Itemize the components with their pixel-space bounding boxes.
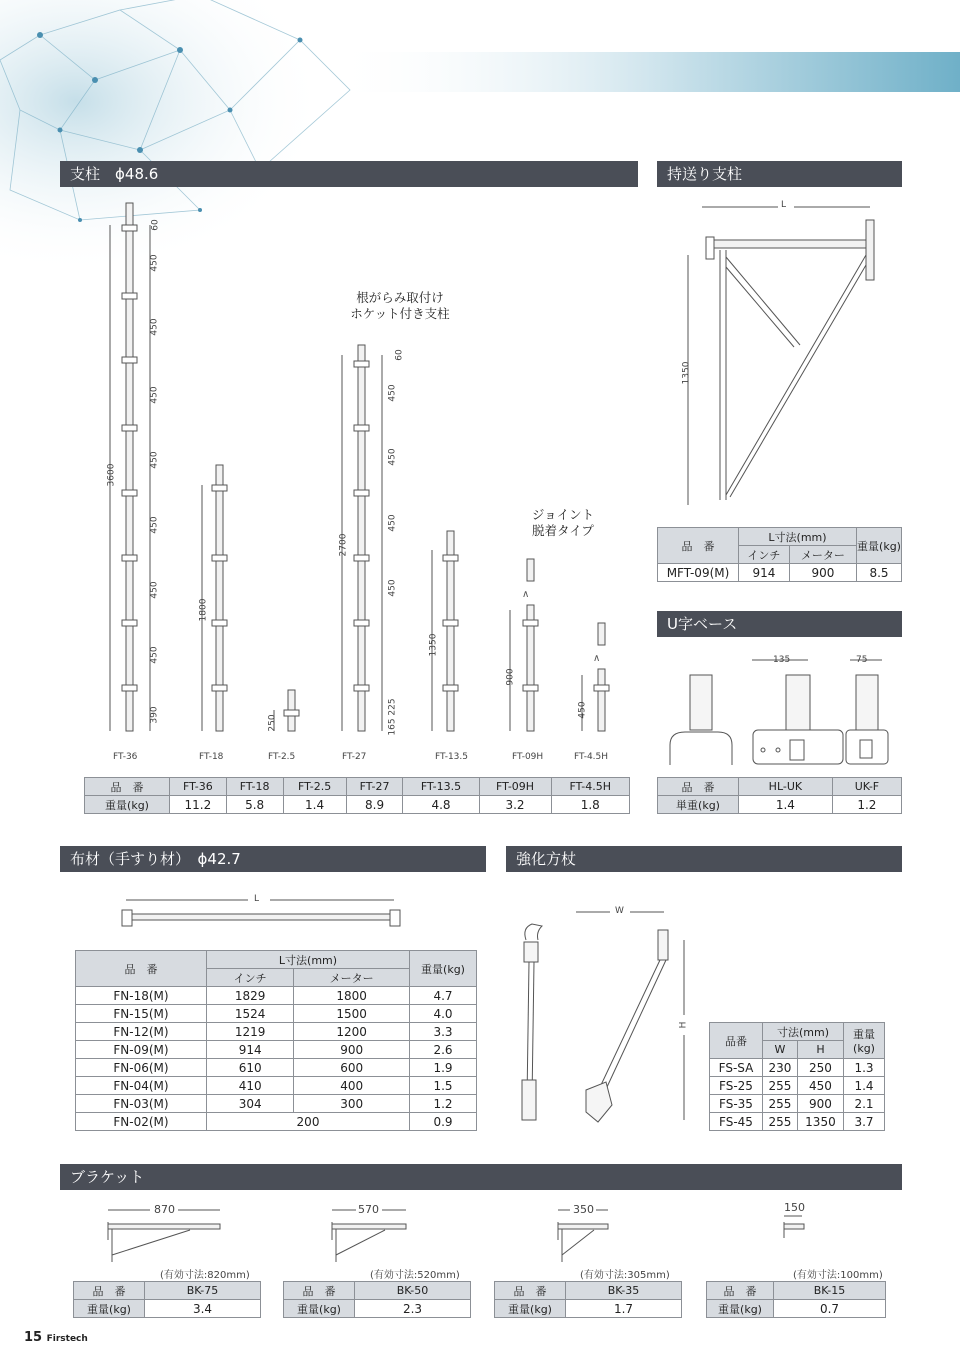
support-weight-4: 4.8 [403, 796, 479, 814]
brace-h: 900 [797, 1095, 843, 1113]
support-post-drawings [80, 195, 640, 765]
bracket-effective-1: (有効寸法:520mm) [370, 1270, 460, 1281]
carry-dim-h: 1350 [681, 361, 692, 385]
brace-weight: 1.4 [844, 1077, 885, 1095]
bracket-effective-0: (有効寸法:820mm) [160, 1270, 250, 1281]
ft36-dim-2: 450 [149, 254, 160, 272]
bracket-effective-2: (有効寸法:305mm) [580, 1270, 670, 1281]
root-socket-caption-line2: ホケット付き支柱 [350, 306, 450, 321]
brace-h: 450 [797, 1077, 843, 1095]
ubase-weight-1: 1.2 [832, 796, 901, 814]
carry-spec-table [657, 527, 902, 582]
label-ft135: FT-13.5 [435, 752, 468, 762]
ft25-total-dim: 250 [267, 714, 278, 732]
brace-weight: 1.3 [844, 1059, 885, 1077]
bracket-code: BK-35 [566, 1282, 682, 1300]
bracket-table-bk15 [706, 1281, 886, 1318]
brand-name: Firstech [46, 1334, 88, 1344]
brace-col-dim: 寸法(mm) [763, 1023, 844, 1041]
handrail-inch: 1524 [207, 1005, 294, 1023]
brace-code: FS-25 [710, 1077, 763, 1095]
ubase-code-1: UK-F [832, 778, 901, 796]
brace-code: FS-45 [710, 1113, 763, 1131]
handrail-meter: 300 [294, 1095, 410, 1113]
ft27-dim-2: 450 [387, 384, 398, 402]
label-ft45h: FT-4.5H [574, 752, 609, 762]
joint-caption-line2: 脱着タイプ [532, 523, 594, 538]
label-ft36: FT-36 [113, 752, 138, 762]
joint-caption-line1: ジョイント [531, 507, 595, 522]
support-weight-0: 11.2 [170, 796, 227, 814]
section-header-bracket: ブラケット [60, 1164, 902, 1190]
brace-dim-W: W [615, 906, 624, 916]
ubase-col-code: 品 番 [658, 778, 739, 796]
ft36-dim-1: 60 [150, 219, 161, 231]
bracket-code: BK-75 [145, 1282, 261, 1300]
root-socket-caption-line1: 根がらみ取付け [356, 290, 444, 305]
label-ft18: FT-18 [199, 752, 224, 762]
brace-code: FS-SA [710, 1059, 763, 1077]
brace-w: 255 [763, 1095, 798, 1113]
support-code-2: FT-2.5 [283, 778, 346, 796]
table-row [76, 1005, 477, 1023]
table-row [76, 987, 477, 1005]
brace-h: 250 [797, 1059, 843, 1077]
support-code-6: FT-4.5H [551, 778, 629, 796]
handrail-code: FN-15(M) [76, 1005, 207, 1023]
u-base-drawings [660, 650, 900, 770]
table-row [76, 1059, 477, 1077]
support-weight-3: 8.9 [346, 796, 403, 814]
brace-col-weight: 重量(kg) [844, 1023, 885, 1059]
support-table-header: 品 番 [85, 778, 170, 796]
handrail-code: FN-04(M) [76, 1077, 207, 1095]
ft27-dim-4: 450 [387, 514, 398, 532]
brace-code: FS-35 [710, 1095, 763, 1113]
table-row [710, 1059, 885, 1077]
handrail-weight: 4.7 [410, 987, 477, 1005]
table-row [710, 1095, 885, 1113]
brace-weight: 2.1 [844, 1095, 885, 1113]
support-weight-label: 重量(kg) [85, 796, 170, 814]
ubase-code-0: HL-UK [739, 778, 833, 796]
bracket-table-bk50 [283, 1281, 471, 1318]
section-header-carry: 持送り支柱 [657, 161, 902, 187]
brace-dim-H: H [678, 1021, 689, 1029]
handrail-inch: 914 [207, 1041, 294, 1059]
bracket-row-weight: 重量(kg) [495, 1300, 566, 1318]
ubase-spec-table [657, 777, 902, 814]
table-row [76, 1095, 477, 1113]
handrail-inch: 304 [207, 1095, 294, 1113]
support-weight-2: 1.4 [283, 796, 346, 814]
support-code-3: FT-27 [346, 778, 403, 796]
handrail-col-L: L寸法(mm) [207, 951, 410, 969]
bracket-table-bk35 [494, 1281, 682, 1318]
bracket-col-code: 品 番 [284, 1282, 355, 1300]
table-row [710, 1113, 885, 1131]
ft135-total-dim: 1350 [428, 633, 439, 657]
svg-text:∧: ∧ [522, 589, 530, 600]
label-ft25: FT-2.5 [268, 752, 296, 762]
handrail-weight: 0.9 [410, 1113, 477, 1131]
ft36-dim-4: 450 [149, 386, 160, 404]
table-row [76, 1113, 477, 1131]
ft36-total-dim: 3600 [106, 463, 117, 487]
handrail-weight: 1.5 [410, 1077, 477, 1095]
brace-col-H: H [797, 1041, 843, 1059]
bracket-weight: 3.4 [145, 1300, 261, 1318]
handrail-col-code: 品 番 [76, 951, 207, 987]
section-header-handrail: 布材（手すり材） ϕ42.7 [60, 846, 486, 872]
handrail-inch: 610 [207, 1059, 294, 1077]
brace-col-code: 品番 [710, 1023, 763, 1059]
handrail-weight: 1.9 [410, 1059, 477, 1077]
bracket-weight: 1.7 [566, 1300, 682, 1318]
handrail-meter: 1200 [294, 1023, 410, 1041]
handrail-code: FN-06(M) [76, 1059, 207, 1077]
bracket-weight: 2.3 [355, 1300, 471, 1318]
ft27-dim-7: 165 [387, 718, 398, 736]
carry-col-weight: 重量(kg) [857, 528, 902, 564]
handrail-code: FN-09(M) [76, 1041, 207, 1059]
handrail-length: 200 [207, 1113, 410, 1131]
carry-dim-L: L [781, 200, 787, 210]
bracket-col-code: 品 番 [74, 1282, 145, 1300]
page-number: 15 [24, 1330, 43, 1345]
brace-w: 230 [763, 1059, 798, 1077]
handrail-inch: 1829 [207, 987, 294, 1005]
bracket-dim-1: 570 [358, 1203, 379, 1216]
bracket-code: BK-15 [774, 1282, 886, 1300]
table-row [76, 1023, 477, 1041]
ubase-dim-75: 75 [856, 655, 868, 665]
handrail-meter: 600 [294, 1059, 410, 1077]
ubase-row-weight: 単重(kg) [658, 796, 739, 814]
brace-drawings [506, 900, 706, 1130]
section-header-support: 支柱 ϕ48.6 [60, 161, 638, 187]
page-footer [24, 1330, 88, 1345]
support-weight-6: 1.8 [551, 796, 629, 814]
carry-code: MFT-09(M) [658, 564, 739, 582]
handrail-weight: 2.6 [410, 1041, 477, 1059]
section-header-ubase: U字ベース [657, 611, 902, 637]
handrail-col-inch: インチ [207, 969, 294, 987]
handrail-weight: 4.0 [410, 1005, 477, 1023]
handrail-inch: 1219 [207, 1023, 294, 1041]
section-header-brace: 強化方杖 [506, 846, 902, 872]
handrail-col-weight: 重量(kg) [410, 951, 477, 987]
bracket-drawings [60, 1200, 902, 1270]
ft27-dim-3: 450 [387, 448, 398, 466]
brace-col-W: W [763, 1041, 798, 1059]
ft36-dim-8: 450 [149, 646, 160, 664]
label-ft27: FT-27 [342, 752, 367, 762]
ft18-total-dim: 1800 [198, 598, 209, 622]
ft36-dim-5: 450 [149, 451, 160, 469]
support-weight-1: 5.8 [226, 796, 283, 814]
ft36-dim-6: 450 [149, 516, 160, 534]
handrail-weight: 1.2 [410, 1095, 477, 1113]
brace-h: 1350 [797, 1113, 843, 1131]
ft36-dim-3: 450 [149, 318, 160, 336]
support-spec-table [84, 777, 630, 814]
bracket-dim-2: 350 [573, 1203, 594, 1216]
carry-col-meter: メーター [789, 546, 856, 564]
handrail-dim-L: L [254, 894, 260, 904]
table-row [76, 1077, 477, 1095]
support-code-4: FT-13.5 [403, 778, 479, 796]
brace-weight: 3.7 [844, 1113, 885, 1131]
carry-col-L: L寸法(mm) [739, 528, 857, 546]
brace-w: 255 [763, 1113, 798, 1131]
support-code-5: FT-09H [479, 778, 551, 796]
bracket-row-weight: 重量(kg) [707, 1300, 774, 1318]
carry-post-drawing [680, 195, 900, 515]
ft45h-total-dim: 450 [577, 701, 588, 719]
table-row [76, 1041, 477, 1059]
support-weight-5: 3.2 [479, 796, 551, 814]
ubase-weight-0: 1.4 [739, 796, 833, 814]
bracket-dim-3: 150 [784, 1201, 805, 1214]
label-ft09h: FT-09H [512, 752, 544, 762]
brace-w: 255 [763, 1077, 798, 1095]
root-socket-caption [345, 290, 455, 322]
ubase-dim-135: 135 [773, 655, 791, 665]
ft36-dim-7: 450 [149, 581, 160, 599]
handrail-code: FN-12(M) [76, 1023, 207, 1041]
bracket-col-code: 品 番 [707, 1282, 774, 1300]
carry-col-inch: インチ [739, 546, 790, 564]
handrail-code: FN-03(M) [76, 1095, 207, 1113]
handrail-meter: 1500 [294, 1005, 410, 1023]
handrail-col-meter: メーター [294, 969, 410, 987]
handrail-inch: 410 [207, 1077, 294, 1095]
bracket-dim-0: 870 [154, 1203, 175, 1216]
ft27-total-dim: 2700 [338, 533, 349, 557]
ft27-dim-1: 60 [394, 349, 405, 361]
carry-weight: 8.5 [857, 564, 902, 582]
ft27-dim-6: 225 [387, 698, 398, 716]
handrail-code: FN-18(M) [76, 987, 207, 1005]
handrail-meter: 900 [294, 1041, 410, 1059]
carry-meter: 900 [789, 564, 856, 582]
handrail-drawing [120, 892, 410, 942]
bracket-effective-3: (有効寸法:100mm) [793, 1270, 883, 1281]
handrail-meter: 400 [294, 1077, 410, 1095]
brace-spec-table [709, 1022, 885, 1131]
handrail-spec-table [75, 950, 477, 1131]
bracket-weight: 0.7 [774, 1300, 886, 1318]
handrail-meter: 1800 [294, 987, 410, 1005]
carry-inch: 914 [739, 564, 790, 582]
support-code-1: FT-18 [226, 778, 283, 796]
bracket-col-code: 品 番 [495, 1282, 566, 1300]
table-row [710, 1077, 885, 1095]
ft27-dim-5: 450 [387, 579, 398, 597]
ft09h-total-dim: 900 [505, 668, 516, 686]
ft36-dim-9: 390 [149, 706, 160, 724]
bracket-table-bk75 [73, 1281, 261, 1318]
support-code-0: FT-36 [170, 778, 227, 796]
handrail-code: FN-02(M) [76, 1113, 207, 1131]
handrail-weight: 3.3 [410, 1023, 477, 1041]
bracket-row-weight: 重量(kg) [74, 1300, 145, 1318]
joint-caption [518, 507, 608, 539]
svg-text:∧: ∧ [593, 653, 601, 664]
carry-col-code: 品 番 [658, 528, 739, 564]
bracket-row-weight: 重量(kg) [284, 1300, 355, 1318]
bracket-code: BK-50 [355, 1282, 471, 1300]
